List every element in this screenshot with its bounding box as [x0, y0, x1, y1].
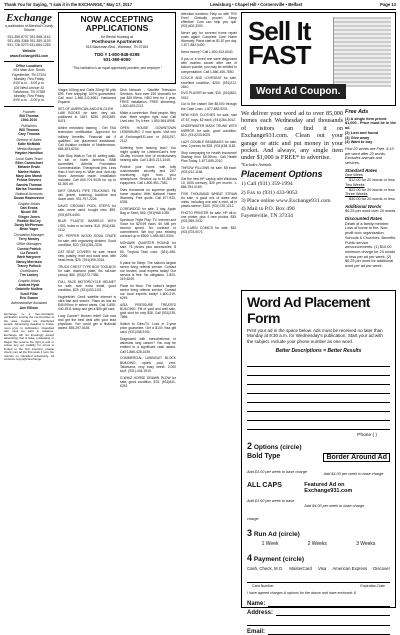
allcaps-option[interactable]	[247, 482, 304, 525]
office-locations	[4, 61, 54, 103]
free-ad-item: (4) Want to buy	[345, 140, 373, 145]
classified-listing: UNDERWATER MASK TRUNK WITH MIRROR for sale, good condition, $10. (931)233-6025.	[181, 124, 237, 137]
classified-listing: MOHAWK QUARTER ROUND for sale, 76 pieces plus accessories, $ 80. Tropical Teak color. (931)-486-2260.	[120, 241, 176, 258]
description-text: We deliver your word ad to over 85,000 homes each Wednesday and thousands of visitors can find it on Exchange931.com. Clean out your garage or attic and put money in your pocket. And always, any single item under $1,000 is FREE* to advertise.	[241, 110, 343, 162]
office-lines: 604 Main Ave. South Fayetteville, TN 37334 Monday Thru Friday 8:00 a.m. - 5:00 p.m. 109 West Lincoln St. Tullahoma, TN 37388 Monday Thru Friday 8:00 a.m. - 5:00 p.m.	[12, 68, 46, 103]
border-label: Border Around Ad	[323, 453, 390, 462]
classified-listing: Stop overpaying for health insurance! Starting from $5.99/mo. Call Health Plan Today. 1-877-895-2010.	[181, 150, 237, 163]
run-ad-step	[242, 525, 395, 538]
placement-heading: Placement Options	[241, 168, 323, 179]
free-ads-note: First 20 words are Free. $.10 per word after 20 words. Excludes animals and services.	[345, 146, 394, 166]
classified-listing: G-WHIZ HORSE DRAWN PLOW for sale, good condition, $75. (931)841-6252.	[120, 375, 176, 388]
classified-listing: DR. PEPPER WOOD SODA CRATE for sale, with organizing dividers. Good condition, $20. (931)381-0226.	[58, 234, 116, 247]
free-ad-item: (3) Give away	[345, 135, 370, 140]
classified-listing: CAT SEAT COVERS for sale, brand new, paisley, front and back seat, with head rests, $25. (931)359-3316.	[58, 249, 116, 262]
featured-price: Add $4.00 per week to base charge	[304, 504, 365, 509]
week-option-3[interactable]: 3 Weeks	[356, 541, 376, 548]
staff-name: Ginger Jones	[18, 214, 40, 219]
expiration-label: Expiration Date	[360, 584, 385, 589]
email-label: Email:	[247, 629, 266, 635]
staff-name: Liz Fussell	[20, 250, 38, 255]
payment-options	[242, 563, 395, 574]
classified-listing: DIRT GRAVEL PIPE TRUCKING: Fill dirt, gravel, bushhog, backhoe and dozer work. 931-797-2226.	[58, 189, 116, 202]
staff-name: Will Thomas	[19, 127, 39, 132]
week-option-1[interactable]: 1 Week	[261, 541, 279, 548]
pay-option-amex[interactable]: American Express	[332, 566, 368, 572]
ad-name: Posthouse Apartments	[91, 39, 143, 45]
options-row-1	[242, 451, 395, 480]
classified-listing: Spectrum Triple Play: TV, Internet and Voice for $29.99 each. 60 MB per second speed. No contract or commitment. We buy your existing contract up to $500! 1-855-652-9304.	[120, 218, 176, 239]
classified-listing: COMMERCIAL LAWNSUIT BLOCK BUILDING, sports pool, rent. Tallahoma, very busy street. 2,000 sq.ft. (931)-434-1919.	[120, 356, 176, 373]
address-field[interactable]	[242, 607, 395, 616]
staff-name: Dan Evans	[20, 205, 38, 210]
rate-price: $12.00 for 20 words or less	[349, 178, 395, 183]
sell-it-title: Sell It	[248, 16, 311, 46]
staff-name: Eric Swann	[19, 295, 39, 300]
classified-listing: CORDWOOD for sale, 3 day, Apple Bag or Seed, $60. (931)968-1055.	[120, 207, 176, 216]
name-field[interactable]	[242, 598, 395, 607]
free-ad-item: (2) Lost and found	[345, 130, 379, 135]
classified-listing: FULL FACE MOTORCYCLE HELMET for sale, size extra small, good condition, $25. (931)433-1101.	[58, 279, 116, 292]
office-heading: Office Locations	[15, 64, 43, 69]
classified-listing: THROW PILLOWS for sale, $5 each. (931)212-1166.	[181, 165, 237, 174]
website-link[interactable]: www.Exchange931.com	[9, 53, 49, 58]
classified-listing: NEW KIDS CLOTHES for sale, size 4T-5T, boys, $2 each. (931)364-5012.	[181, 113, 237, 122]
classified-listing: Need money? Call 1-800-513-8040.	[181, 50, 234, 55]
page-number: Page 13	[380, 2, 396, 7]
exchange-logo: Exchange	[6, 12, 52, 24]
posthouse-ad	[58, 12, 176, 84]
staff-name: Marisa Thornton	[15, 186, 43, 191]
standard-rates-list	[345, 173, 397, 201]
ad-subheading: for Rental Housing at	[101, 35, 133, 39]
staff-name: Gabrielle Mullins	[15, 287, 43, 292]
rate-period: One Week	[345, 173, 363, 178]
classified-listing: LAZY DOUBLE BEANBAGS for sale, new, 2 pieces for $25. (931)438-1182.	[181, 139, 237, 148]
masthead-phones: 931-359-8737 931-968-1144 931-455-3366 931-359-1193 931-728-3273 931-684-1283	[7, 34, 51, 48]
discounted-rates-heading: Discounted Rates	[345, 216, 383, 222]
address-line-2[interactable]	[242, 616, 395, 626]
classified-listing: Never pay for covered home repair costs again! Complete Care Home Warranty. Plans start at $1.87 per day. 1-877-882-5400.	[181, 31, 237, 48]
classified-listing: DVD PLAYER for sale, $15. (931)863-0012.	[181, 91, 237, 100]
ad-heading: NOW ACCEPTING APPLICATIONS	[80, 14, 154, 33]
staff-heading: Director of Sales	[16, 137, 42, 142]
ad-phone: 931-389-9000	[103, 57, 131, 63]
publication-fineprint: Exchange is a free-circulation publication serving the communities of the area. Copies are distributed weekly. Advertising deadline is Friday noon prior to publication. Classified ads must be paid in advance. Exchange will not knowingly accept advertising that is false, misleading or illegal. We reserve the right to edit or refuse any ad. Liability for errors is limited to the first insertion; please check your ad the first week it runs. No refunds on classified advertising. All contents copyright Exchange.	[4, 311, 54, 362]
staff-name: Marlee Hobbs	[17, 169, 41, 174]
classified-listing: Over thousands on supreme quality home repairs! With National Home Warranty. Free quote. Call 877-933-6335.	[120, 187, 176, 205]
phone-label: Phone ( )	[357, 433, 377, 439]
logo-tagline: a publication of Marshall County Tribune	[4, 24, 54, 33]
bold-option[interactable]	[247, 453, 307, 480]
featured-option[interactable]	[304, 482, 390, 525]
card-number-label: Card Number	[252, 584, 274, 589]
ad-photo-graphic	[333, 17, 391, 87]
staff-name: Sunil Pillai	[20, 291, 38, 296]
classified-listing: DAVIS GROUND POOL STEPS for sale, never used, bought new, $95. (931)675-4450.	[58, 204, 116, 217]
payment-heading: Payment (circle)	[253, 556, 305, 564]
rate-price: $22.00 for 20 words or less	[349, 187, 395, 192]
staff-name: Connie Patrick	[17, 246, 41, 251]
classified-listing: Protect your home with fully customizable security and 24/7 monitoring right from your smartphone. Receive up to $1,500 in equipment. Call 1-800-961-7382.	[120, 164, 176, 186]
featured-label: Featured Ad on Exchange931.com	[304, 482, 353, 495]
allcaps-label: ALL CAPS	[247, 482, 282, 490]
classified-listing: ASIA PRESSURE TREATED BUILDING. Fill of yard and wall sale, gold shot for only $38. Call (931)235-7866.	[120, 302, 176, 320]
staff-name: Katie McNabb	[17, 141, 41, 146]
staff-heading: Founder	[22, 109, 36, 114]
staff-heading: Administrative Assistant	[11, 301, 47, 306]
classified-listing: HughesNet: Gen4 satellite internet is ultra fast and secure. Plans as low as $49.99/mo in select areas. Call 1-855-440-4911 today and get a $50 gift card.	[58, 294, 116, 312]
border-price: Add $4.00 per week to base charge	[323, 472, 384, 477]
phone-field[interactable]	[242, 430, 395, 438]
weeks-options	[242, 538, 395, 550]
classified-listing: 5 place for Sleep. The nation's largest senior living referral service. Contact our trusted, local experts today! Our service is free. No obligation. 1-800-319-6249.	[120, 260, 176, 281]
placement-option-mail: 4) Mail to P.O. Box 490 Fayetteville, TN 37334	[241, 205, 295, 219]
payment-step	[242, 550, 395, 563]
staff-name: Tracey Pollock	[17, 263, 41, 268]
charge-agreement: I have agreed charges & options for the above and have enclosed: $	[247, 591, 356, 596]
classified-listing: Viagra 100mg and Cialis 20mg! 50 pills $99. Free shipping! 100% guaranteed. Call now! 1-866-312-6061. Hablamos Espanol.	[58, 88, 116, 105]
pay-option-mastercard[interactable]: MasterCard	[289, 566, 312, 572]
staff-name: Terry Mosley	[18, 237, 40, 242]
run-ad-heading: Run Ad (circle)	[253, 531, 300, 539]
staff-name: Andrea Hyde	[18, 283, 40, 288]
email-field[interactable]	[242, 626, 395, 635]
header-right: Lewisburg • Chapel Hill • Cornersville • Belfast	[210, 2, 303, 7]
classified-listing: Switch to DirecTV. Lock in 2-year price guarantee. Get a $100 Visa gift card. (931)438-9191.	[120, 322, 176, 335]
classifieds-column-4	[181, 12, 237, 610]
classified-listing: OPEN HOUSE DOWNTOWN LEWISBURG: 2 new spots. Visit info at Exchange931.com or (931)297-2112.	[120, 126, 176, 143]
classified-listing: Get the new HP Laptop with Windows 10, 8GB memory, $25 per month. 1-866-784-0189.	[181, 176, 237, 189]
word-ad-placement-form	[241, 290, 396, 635]
staff-heading: Publishers	[21, 123, 37, 128]
staff-name: Cary Thomas	[18, 132, 40, 137]
staff-name: Melanie Erwin	[17, 165, 41, 170]
staff-name: 1940-2010	[20, 118, 38, 123]
staff-list	[4, 106, 54, 310]
discounted-rates-text: Death of a family member. Loss of home to fire. Non-profit civic organization. Schools & Churches. Benefits. Public service announcements. (1) $10.00 minimum charge for 20 words or less per ad per week. (2) $0.25 per word for additional word per ad per week.	[345, 221, 397, 269]
staff-name: Felicia Stevens	[16, 178, 42, 183]
free-ad-item: (1) A single item priced $1,000 - Price must be in the ad.	[345, 116, 397, 131]
classified-listing: Make a connection. Real people, flirty chat. Meet singles right now! Call LiveLinks. Try it free. 1-800-964-8998.	[120, 111, 176, 124]
form-note: Better Descriptions = Better Results	[275, 348, 362, 355]
staff-heading: Local Sales Team	[15, 156, 43, 161]
classified-listing: PHOTO PRINTER for sale, HP all-in-one printer, plus 4 new photos, $35. (931)359-2032.	[181, 210, 237, 223]
ad-address: 515 Blackman Blvd., Wartrace, TN 37183	[85, 44, 149, 49]
allcaps-price: Add $3.00 per week to base charge	[247, 499, 295, 522]
masthead-column	[4, 12, 54, 610]
rate-price: $30.00 for 20 words or less	[349, 196, 395, 201]
classified-listing: Dish Network - Satellite Television Services. Now over 190 channels for just $49.99/mo. HBO free for 1 year. FREE installation, FREE streaming. 1-800-405-2113.	[120, 88, 176, 109]
staff-heading: Graphic Artists	[17, 201, 41, 206]
placement-option-call: 1) Call (931) 359-1994	[241, 181, 293, 188]
placement-option-fax: 2) Fax to (931) 433-9053	[241, 189, 298, 196]
rate-period: Two Weeks	[345, 182, 365, 187]
staff-name: Mary Ann Marsh	[15, 173, 43, 178]
free-ads-heading: Free Ads	[345, 109, 369, 115]
classified-listing: COUCH AND LOVESEAT for sale, excellent condition, $250. (931)212-2810.	[181, 76, 237, 89]
delivery-description	[241, 110, 343, 220]
classified-listing: Diagnosed with mesothelioma or asbestos lung cancer? You may be entitled to a significant cash award. Call 1-866-428-1639.	[120, 337, 176, 354]
classified-listing: Airline mechanic training - Get FAA technician certification. Approved for military benefits. Financial aid if qualified. Job placement assistance. Call Aviation Institute of Maintenance, 866-453-6204.	[58, 126, 116, 151]
staff-name: Hayden Hamilton	[15, 151, 43, 156]
staff-heading: Circulation Manager	[13, 232, 45, 237]
name-label: Name:	[247, 601, 266, 608]
staff-name: Robbie McCoy	[17, 218, 41, 223]
bold-price: Add $3.00 per week to base charge	[247, 470, 307, 475]
word-ad-coupon-banner: Word Ad Coupon.	[250, 84, 346, 99]
header-left: Thank You for Saying, "I saw it in the EXCHANGE," May 17, 2017	[4, 2, 133, 7]
options-heading: Options (circle)	[253, 444, 302, 452]
options-row-2	[242, 480, 395, 525]
standard-rates-heading: Standard Rates	[345, 167, 378, 173]
pay-option-visa[interactable]: Visa	[317, 566, 327, 572]
classified-listing: Cut to the chase! Get $5,000 through the Cash Loan. 1-877-882-9201.	[181, 102, 237, 111]
placement-option-online[interactable]: 3) Place online www.Exchange931.com	[241, 198, 331, 205]
sell-it-fast-ad	[241, 12, 396, 106]
staff-name: Brian Yager	[19, 227, 39, 232]
free-ads-list	[345, 117, 397, 145]
rate-period: Three Weeks	[345, 192, 368, 197]
classified-listing: TRUCK CHEST TYPE BOX TOOLBOX for sale, diamond plate, fits full-size pickup, $60. (931)273-7456.	[58, 264, 116, 277]
staff-name: Sandra Thomas	[16, 182, 42, 187]
additional-words-text: $0.25 per word over 20 words.	[345, 209, 397, 214]
ad-footer: "This institution is an equal opportunity provider, and employer."	[72, 65, 162, 70]
pay-option-discover[interactable]: Discover	[373, 566, 390, 572]
classifieds-column-3	[120, 88, 176, 610]
classified-listing: Suffering from hearing loss? You might qualify for LifetimeCare's free 45-day in-home trial of revolutionary hearing aids. Call 1-800-213-1045.	[120, 145, 176, 162]
staff-heading: Contributors	[19, 269, 39, 274]
description-footnote: *Excludes Animals	[241, 161, 272, 167]
classified-listing: SET-OF-AMERICAN-AND-EN-GLISH LAW BOOKS for sale; very old, published in 1847. $250. (931)389-6474.	[58, 107, 116, 124]
staff-heading: National Accounts	[15, 192, 43, 197]
placement-options	[241, 168, 343, 220]
classified-listing: Lung Cancer? Broken relief! Call now and get the best deal with your lead physician. You could get a financial award. 855-297-5165.	[58, 313, 116, 331]
pay-option-cash[interactable]: Cash, Check, M.O.	[247, 566, 284, 572]
classified-listing: 10 X-MEN COMICS for sale, $30. (931)703-9071.	[181, 225, 237, 234]
week-option-2[interactable]: 2 Weeks	[307, 541, 327, 548]
staff-name: Nancy Morrison	[16, 259, 42, 264]
classified-listing: Sale Stop Walk-In Tub #1 selling walk-in tub in North America. BBB accredited. Arthritis Foundation Commendation. Therapeutic jets. Less than 4 inch step-in. Wide door. Anti-slip floors. American made. Installation included. Call 800-701-9036 for up to $1,500 off.	[58, 153, 116, 187]
address-label: Address:	[247, 610, 274, 617]
form-instructions: Print your ad in the space below. Ads must be received no later than Monday at 9:30 a.m. for Wednesday's publication. Start your ad with the subject. Include your phone number as one word.	[247, 328, 383, 344]
staff-name: Nicole Gill	[20, 210, 38, 215]
border-option[interactable]	[323, 453, 390, 480]
staff-name: Ann Ellison	[19, 305, 39, 310]
classified-listing: BLUE PLASTIC BARRELS WITH LIDS, holes or no holes, $15. (931)438-1112.	[58, 219, 116, 232]
classified-listing: FIVE THOUSAND WHEAT STRAW for sale, a good mix of dates and mints, including one and a mint, all in plastic sleeve, $100. (931)728-1212.	[181, 191, 237, 208]
rates-sidebar	[345, 110, 397, 269]
page-header	[4, 2, 396, 10]
classifieds-column-2	[58, 88, 116, 610]
bold-label: Bold Type	[247, 453, 281, 461]
classified-listing: Place for Mom. The nation's largest senior living referral service. Contact our local experts today! 1-800-319-6249.	[120, 283, 176, 301]
staff-heading: Graphic Artists	[17, 278, 41, 283]
staff-heading: Office Managers	[16, 242, 42, 247]
staff-name: Tim Lackey	[19, 273, 39, 278]
staff-name: Barb Hargrove	[17, 255, 41, 260]
step-4-number: 4	[247, 553, 253, 564]
staff-heading: Media Manager	[17, 147, 41, 152]
website-label: Website	[22, 49, 36, 54]
options-step	[242, 438, 395, 451]
staff-name: Susan Rasmussen	[13, 196, 45, 201]
additional-words-heading: Additional Words	[345, 203, 382, 209]
classified-listing: If you or a loved one were diagnosed with ovarian cancer after use of talcum powder, you may be entitled to compensation. Call 1-866-455-7850.	[181, 57, 237, 74]
step-3-number: 3	[247, 528, 253, 539]
staff-name: Ellen Carmichael	[15, 161, 43, 166]
step-2-number: 2	[247, 441, 253, 452]
classified-listing: Attention smokers: Help us with TRX Free! Clinically proven. Sleep effective! Cost can help you quit. (931)400-3300.	[181, 12, 237, 29]
staff-name: Bill Thomas	[19, 114, 39, 119]
ad-text-lines[interactable]	[242, 358, 395, 430]
form-title: Word Ad Placement Form	[247, 294, 370, 326]
staff-name: Dusty McPherson	[14, 223, 44, 228]
ad-tdd: TDD # 1-800-848-0298	[94, 51, 140, 57]
fast-title: FAST	[248, 40, 311, 70]
